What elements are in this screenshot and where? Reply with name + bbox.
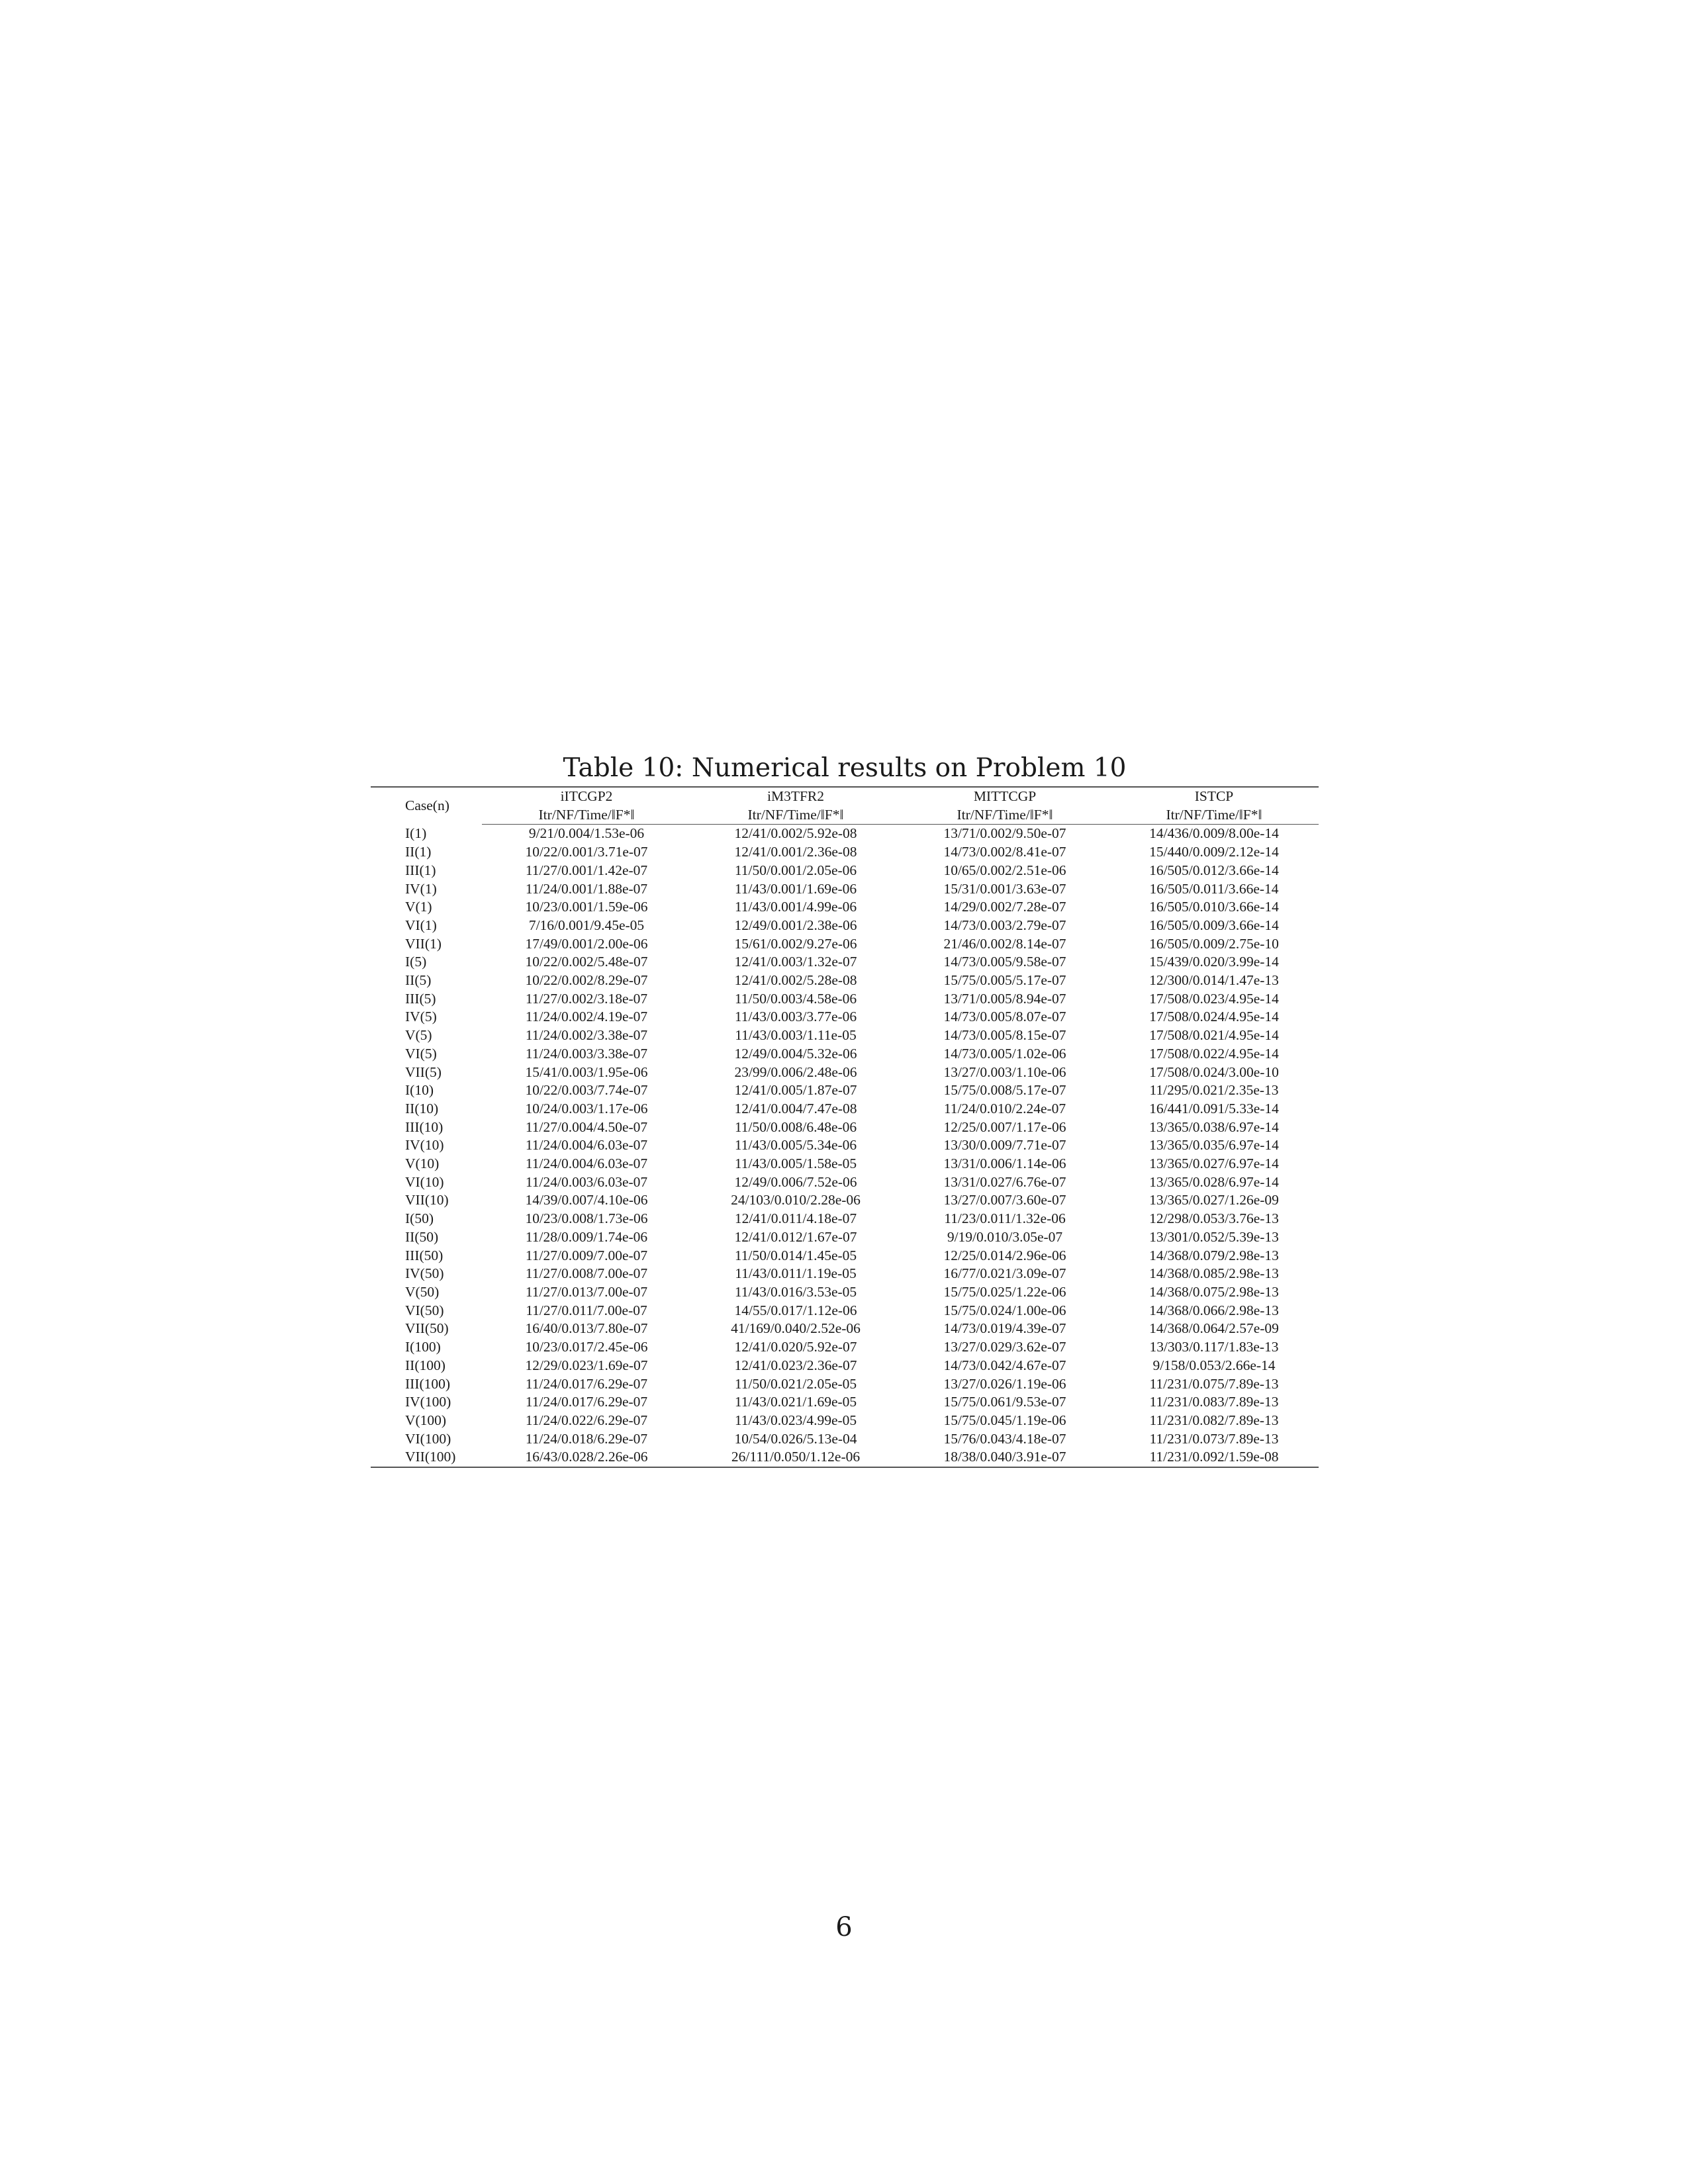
table-row — [371, 1118, 1319, 1137]
table-row — [371, 1393, 1319, 1412]
result-cell: 17/508/0.021/4.95e-14 — [1149, 1027, 1279, 1044]
result-cell: 14/73/0.005/8.15e-07 — [943, 1027, 1066, 1044]
result-cell: 21/46/0.002/8.14e-07 — [943, 935, 1066, 952]
result-cell: 16/505/0.009/3.66e-14 — [1149, 917, 1279, 933]
table-row — [371, 1265, 1319, 1283]
result-cell: 12/41/0.002/5.28e-08 — [734, 972, 857, 989]
result-cell: 11/24/0.002/4.19e-07 — [525, 1009, 648, 1025]
case-cell: V(100) — [405, 1412, 447, 1428]
case-cell: II(50) — [405, 1228, 439, 1245]
result-cell: 11/24/0.010/2.24e-07 — [943, 1100, 1066, 1116]
result-cell: 14/368/0.075/2.98e-13 — [1149, 1283, 1279, 1300]
page-number: 6 — [835, 1912, 853, 1942]
result-cell: 15/76/0.043/4.18e-07 — [943, 1430, 1066, 1447]
case-cell: VII(10) — [405, 1192, 449, 1208]
result-cell: 11/24/0.018/6.29e-07 — [525, 1430, 648, 1447]
result-cell: 11/231/0.075/7.89e-13 — [1149, 1375, 1279, 1392]
result-cell: 16/77/0.021/3.09e-07 — [943, 1265, 1066, 1282]
method-header: MITTCGP — [900, 787, 1109, 806]
result-cell: 14/73/0.042/4.67e-07 — [943, 1357, 1066, 1373]
result-cell: 14/73/0.003/2.79e-07 — [943, 917, 1066, 933]
case-cell: IV(10) — [405, 1137, 444, 1154]
case-cell: V(1) — [405, 899, 432, 915]
result-cell: 13/365/0.027/6.97e-14 — [1149, 1156, 1279, 1172]
result-cell: 15/61/0.002/9.27e-06 — [734, 935, 857, 952]
case-cell: VII(1) — [405, 935, 442, 952]
result-cell: 11/24/0.022/6.29e-07 — [525, 1412, 648, 1428]
result-cell: 15/75/0.045/1.19e-06 — [943, 1412, 1066, 1428]
case-cell: III(50) — [405, 1247, 444, 1263]
result-cell: 11/24/0.003/3.38e-07 — [525, 1045, 648, 1062]
table-row — [371, 1045, 1319, 1064]
table-row — [371, 825, 1319, 843]
case-cell: IV(1) — [405, 880, 437, 897]
result-cell: 11/27/0.004/4.50e-07 — [525, 1118, 648, 1135]
result-cell: 11/231/0.082/7.89e-13 — [1149, 1412, 1279, 1428]
result-cell: 13/31/0.027/6.76e-07 — [943, 1173, 1066, 1190]
result-cell: 11/23/0.011/1.32e-06 — [944, 1210, 1066, 1227]
result-cell: 15/75/0.025/1.22e-06 — [943, 1283, 1066, 1300]
result-cell: 23/99/0.006/2.48e-06 — [734, 1064, 857, 1080]
case-cell: VI(50) — [405, 1302, 444, 1318]
table-row — [371, 1448, 1319, 1467]
result-cell: 13/365/0.035/6.97e-14 — [1149, 1137, 1279, 1154]
result-cell: 12/41/0.023/2.36e-07 — [734, 1357, 857, 1373]
result-cell: 13/301/0.052/5.39e-13 — [1149, 1228, 1279, 1245]
table-row — [371, 972, 1319, 990]
table-row — [371, 1338, 1319, 1357]
case-cell: II(1) — [405, 844, 432, 860]
table-row — [371, 917, 1319, 935]
table-row — [371, 1173, 1319, 1192]
table-row — [371, 1008, 1319, 1026]
result-cell: 11/231/0.083/7.89e-13 — [1149, 1394, 1279, 1410]
result-cell: 14/368/0.066/2.98e-13 — [1149, 1302, 1279, 1318]
header-row-metrics — [371, 806, 1319, 825]
result-cell: 11/50/0.021/2.05e-05 — [734, 1375, 857, 1392]
result-cell: 17/508/0.022/4.95e-14 — [1149, 1045, 1279, 1062]
result-cell: 11/43/0.001/4.99e-06 — [734, 899, 857, 915]
result-cell: 12/41/0.001/2.36e-08 — [734, 844, 857, 860]
result-cell: 12/300/0.014/1.47e-13 — [1149, 972, 1279, 989]
result-cell: 11/24/0.017/6.29e-07 — [525, 1394, 648, 1410]
metric-header: Itr/NF/Time/‖F*‖ — [691, 806, 900, 825]
result-cell: 14/55/0.017/1.12e-06 — [734, 1302, 857, 1318]
table-row — [371, 1064, 1319, 1082]
result-cell: 14/368/0.079/2.98e-13 — [1149, 1247, 1279, 1263]
result-cell: 14/73/0.005/9.58e-07 — [943, 954, 1066, 970]
table-row — [371, 898, 1319, 917]
table-row — [371, 953, 1319, 972]
table-row — [371, 862, 1319, 880]
case-cell: I(1) — [405, 825, 427, 842]
method-header: iM3TFR2 — [691, 787, 900, 806]
result-cell: 13/365/0.038/6.97e-14 — [1149, 1118, 1279, 1135]
case-column-header: Case(n) — [371, 787, 482, 825]
result-cell: 16/505/0.012/3.66e-14 — [1149, 862, 1279, 878]
result-cell: 11/43/0.021/1.69e-05 — [734, 1394, 857, 1410]
result-cell: 10/24/0.003/1.17e-06 — [525, 1100, 648, 1116]
result-cell: 13/27/0.007/3.60e-07 — [943, 1192, 1066, 1208]
table-row — [371, 1081, 1319, 1100]
metric-header: Itr/NF/Time/‖F*‖ — [900, 806, 1109, 825]
result-cell: 12/41/0.002/5.92e-08 — [734, 825, 857, 842]
result-cell: 10/22/0.002/8.29e-07 — [525, 972, 648, 989]
result-cell: 16/505/0.009/2.75e-10 — [1149, 935, 1279, 952]
result-cell: 13/27/0.029/3.62e-07 — [943, 1339, 1066, 1355]
case-cell: I(100) — [405, 1339, 441, 1355]
result-cell: 26/111/0.050/1.12e-06 — [691, 1448, 900, 1467]
result-cell: 15/41/0.003/1.95e-06 — [525, 1064, 648, 1080]
result-cell: 16/43/0.028/2.26e-06 — [482, 1448, 691, 1467]
result-cell: 16/505/0.011/3.66e-14 — [1149, 880, 1279, 897]
case-cell: II(5) — [405, 972, 432, 989]
case-cell: III(10) — [405, 1118, 444, 1135]
case-cell: II(10) — [405, 1100, 439, 1116]
result-cell: 12/25/0.007/1.17e-06 — [943, 1118, 1066, 1135]
result-cell: 11/50/0.003/4.58e-06 — [734, 990, 857, 1007]
table-row — [371, 1412, 1319, 1430]
result-cell: 13/71/0.005/8.94e-07 — [943, 990, 1066, 1007]
table-row — [371, 1375, 1319, 1394]
result-cell: 14/368/0.064/2.57e-09 — [1149, 1320, 1279, 1337]
result-cell: 9/19/0.010/3.05e-07 — [947, 1228, 1063, 1245]
result-cell: 11/24/0.003/6.03e-07 — [525, 1173, 648, 1190]
case-cell: II(100) — [405, 1357, 445, 1373]
result-cell: 12/298/0.053/3.76e-13 — [1149, 1210, 1279, 1227]
table-row — [371, 1191, 1319, 1210]
table-row — [371, 1026, 1319, 1045]
result-cell: 13/31/0.006/1.14e-06 — [943, 1156, 1066, 1172]
result-cell: 14/368/0.085/2.98e-13 — [1149, 1265, 1279, 1282]
table-row — [371, 1302, 1319, 1320]
result-cell: 11/24/0.017/6.29e-07 — [525, 1375, 648, 1392]
result-cell: 12/49/0.006/7.52e-06 — [734, 1173, 857, 1190]
result-cell: 14/73/0.005/8.07e-07 — [943, 1009, 1066, 1025]
method-header: ISTCP — [1109, 787, 1319, 806]
result-cell: 11/43/0.005/5.34e-06 — [734, 1137, 857, 1154]
result-cell: 10/23/0.008/1.73e-06 — [525, 1210, 648, 1227]
case-cell: V(10) — [405, 1156, 440, 1172]
result-cell: 11/27/0.011/7.00e-07 — [526, 1302, 647, 1318]
result-cell: 11/24/0.004/6.03e-07 — [525, 1156, 648, 1172]
result-cell: 17/508/0.024/3.00e-10 — [1149, 1064, 1279, 1080]
table-row — [371, 1100, 1319, 1118]
header-row-methods — [371, 787, 1319, 806]
result-cell: 12/41/0.020/5.92e-07 — [734, 1339, 857, 1355]
result-cell: 14/436/0.009/8.00e-14 — [1149, 825, 1279, 842]
result-cell: 10/22/0.003/7.74e-07 — [525, 1082, 648, 1099]
result-cell: 9/158/0.053/2.66e-14 — [1152, 1357, 1276, 1373]
result-cell: 12/25/0.014/2.96e-06 — [943, 1247, 1066, 1263]
result-cell: 14/73/0.005/1.02e-06 — [943, 1045, 1066, 1062]
result-cell: 11/43/0.003/1.11e-05 — [735, 1027, 857, 1044]
result-cell: 11/28/0.009/1.74e-06 — [525, 1228, 648, 1245]
result-cell: 10/22/0.002/5.48e-07 — [525, 954, 648, 970]
result-cell: 11/43/0.011/1.19e-05 — [735, 1265, 857, 1282]
result-cell: 11/43/0.016/3.53e-05 — [734, 1283, 857, 1300]
result-cell: 11/27/0.008/7.00e-07 — [525, 1265, 648, 1282]
result-cell: 12/41/0.004/7.47e-08 — [734, 1100, 857, 1116]
table-caption: Table 10: Numerical results on Problem 10 — [563, 753, 1127, 783]
result-cell: 11/27/0.002/3.18e-07 — [525, 990, 648, 1007]
case-cell: I(50) — [405, 1210, 434, 1227]
result-cell: 12/41/0.012/1.67e-07 — [734, 1228, 857, 1245]
result-cell: 24/103/0.010/2.28e-06 — [731, 1192, 861, 1208]
table-row — [371, 880, 1319, 899]
result-cell: 12/41/0.011/4.18e-07 — [734, 1210, 857, 1227]
result-cell: 18/38/0.040/3.91e-07 — [900, 1448, 1109, 1467]
result-cell: 15/75/0.005/5.17e-07 — [943, 972, 1066, 989]
result-cell: 10/22/0.001/3.71e-07 — [525, 844, 648, 860]
case-cell: IV(100) — [405, 1394, 451, 1410]
result-cell: 10/54/0.026/5.13e-04 — [734, 1430, 857, 1447]
case-cell: VI(1) — [405, 917, 437, 933]
result-cell: 11/43/0.023/4.99e-05 — [734, 1412, 857, 1428]
result-cell: 14/29/0.002/7.28e-07 — [943, 899, 1066, 915]
result-cell: 11/27/0.001/1.42e-07 — [525, 862, 648, 878]
result-cell: 17/508/0.023/4.95e-14 — [1149, 990, 1279, 1007]
case-cell: I(10) — [405, 1082, 434, 1099]
result-cell: 13/71/0.002/9.50e-07 — [943, 825, 1066, 842]
case-cell: IV(5) — [405, 1009, 437, 1025]
case-cell: VI(10) — [405, 1173, 444, 1190]
result-cell: 11/24/0.001/1.88e-07 — [525, 880, 648, 897]
result-cell: 17/508/0.024/4.95e-14 — [1149, 1009, 1279, 1025]
result-cell: 10/23/0.017/2.45e-06 — [525, 1339, 648, 1355]
result-cell: 15/75/0.008/5.17e-07 — [943, 1082, 1066, 1099]
result-cell: 11/43/0.005/1.58e-05 — [734, 1156, 857, 1172]
table-row — [371, 1247, 1319, 1265]
result-cell: 11/295/0.021/2.35e-13 — [1149, 1082, 1279, 1099]
results-table — [371, 786, 1319, 1468]
result-cell: 11/50/0.014/1.45e-05 — [734, 1247, 857, 1263]
method-header: iITCGP2 — [482, 787, 691, 806]
result-cell: 14/73/0.019/4.39e-07 — [943, 1320, 1066, 1337]
table-row — [371, 1228, 1319, 1247]
result-cell: 13/303/0.117/1.83e-13 — [1149, 1339, 1279, 1355]
result-cell: 12/41/0.003/1.32e-07 — [734, 954, 857, 970]
table-row — [371, 990, 1319, 1009]
case-cell: VII(100) — [371, 1448, 482, 1467]
table-row — [371, 1357, 1319, 1375]
metric-header: Itr/NF/Time/‖F*‖ — [482, 806, 691, 825]
table-row — [371, 1136, 1319, 1155]
result-cell: 17/49/0.001/2.00e-06 — [525, 935, 648, 952]
result-cell: 12/29/0.023/1.69e-07 — [525, 1357, 648, 1373]
result-cell: 12/49/0.001/2.38e-06 — [734, 917, 857, 933]
case-cell: III(5) — [405, 990, 436, 1007]
result-cell: 10/23/0.001/1.59e-06 — [525, 899, 648, 915]
result-cell: 10/65/0.002/2.51e-06 — [943, 862, 1066, 878]
result-cell: 15/75/0.061/9.53e-07 — [943, 1394, 1066, 1410]
result-cell: 15/440/0.009/2.12e-14 — [1149, 844, 1279, 860]
result-cell: 11/24/0.002/3.38e-07 — [525, 1027, 648, 1044]
case-cell: VII(5) — [405, 1064, 442, 1080]
result-cell: 11/43/0.003/3.77e-06 — [734, 1009, 857, 1025]
result-cell: 13/365/0.028/6.97e-14 — [1149, 1173, 1279, 1190]
result-cell: 41/169/0.040/2.52e-06 — [731, 1320, 861, 1337]
result-cell: 13/27/0.026/1.19e-06 — [943, 1375, 1066, 1392]
result-cell: 12/49/0.004/5.32e-06 — [734, 1045, 857, 1062]
table-row — [371, 1210, 1319, 1228]
result-cell: 9/21/0.004/1.53e-06 — [528, 825, 645, 842]
results-table-block — [371, 753, 1319, 1468]
result-cell: 16/40/0.013/7.80e-07 — [525, 1320, 648, 1337]
case-cell: V(50) — [405, 1283, 440, 1300]
result-cell: 7/16/0.001/9.45e-05 — [528, 917, 645, 933]
case-cell: VI(5) — [405, 1045, 437, 1062]
result-cell: 13/365/0.027/1.26e-09 — [1149, 1192, 1279, 1208]
result-cell: 11/50/0.008/6.48e-06 — [734, 1118, 857, 1135]
result-cell: 11/50/0.001/2.05e-06 — [734, 862, 857, 878]
result-cell: 11/231/0.073/7.89e-13 — [1149, 1430, 1279, 1447]
result-cell: 11/24/0.004/6.03e-07 — [525, 1137, 648, 1154]
result-cell: 15/31/0.001/3.63e-07 — [943, 880, 1066, 897]
table-row — [371, 843, 1319, 862]
results-table-body — [371, 825, 1319, 1467]
case-cell: V(5) — [405, 1027, 432, 1044]
result-cell: 16/441/0.091/5.33e-14 — [1149, 1100, 1279, 1116]
result-cell: 13/30/0.009/7.71e-07 — [943, 1137, 1066, 1154]
case-cell: I(5) — [405, 954, 427, 970]
case-cell: VII(50) — [405, 1320, 449, 1337]
result-cell: 14/73/0.002/8.41e-07 — [943, 844, 1066, 860]
result-cell: 12/41/0.005/1.87e-07 — [734, 1082, 857, 1099]
result-cell: 14/39/0.007/4.10e-06 — [525, 1192, 648, 1208]
case-cell: III(1) — [405, 862, 436, 878]
result-cell: 11/27/0.013/7.00e-07 — [525, 1283, 648, 1300]
result-cell: 15/75/0.024/1.00e-06 — [943, 1302, 1066, 1318]
case-cell: IV(50) — [405, 1265, 444, 1282]
table-row — [371, 1155, 1319, 1173]
result-cell: 15/439/0.020/3.99e-14 — [1149, 954, 1279, 970]
case-cell: III(100) — [405, 1375, 451, 1392]
result-cell: 11/43/0.001/1.69e-06 — [734, 880, 857, 897]
table-row — [371, 935, 1319, 954]
metric-header: Itr/NF/Time/‖F*‖ — [1109, 806, 1319, 825]
table-row — [371, 1430, 1319, 1449]
result-cell: 11/231/0.092/1.59e-08 — [1109, 1448, 1319, 1467]
table-row — [371, 1320, 1319, 1338]
result-cell: 11/27/0.009/7.00e-07 — [525, 1247, 648, 1263]
table-row — [371, 1283, 1319, 1302]
case-cell: VI(100) — [405, 1430, 451, 1447]
result-cell: 13/27/0.003/1.10e-06 — [943, 1064, 1066, 1080]
result-cell: 16/505/0.010/3.66e-14 — [1149, 899, 1279, 915]
